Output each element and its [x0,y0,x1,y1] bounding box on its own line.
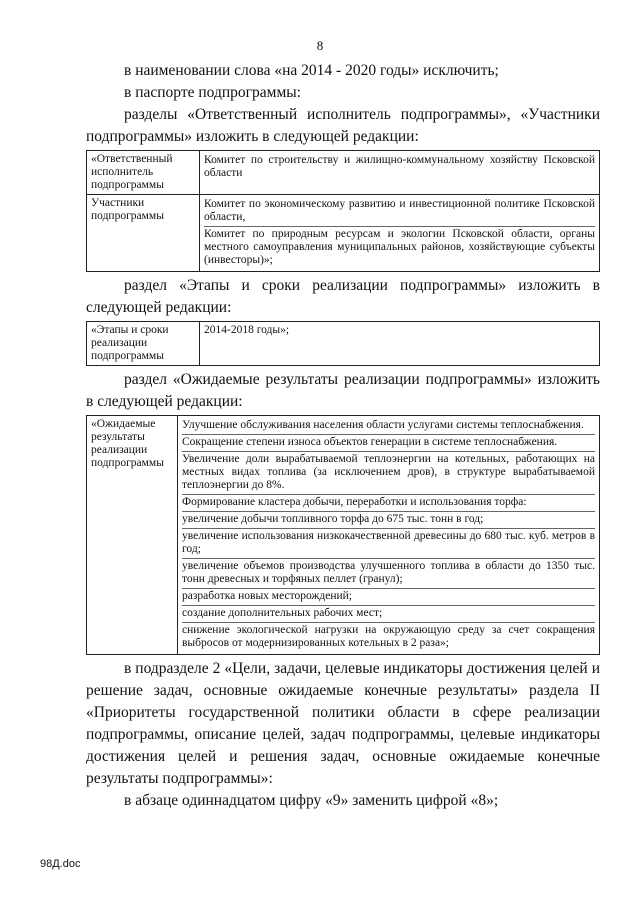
table-cell-item: Увеличение доли вырабатываемой теплоэнергии на котельных, работающих на местных видах топлива (за исключением дров), в структуре вырабатываемой теплоэнергии до 8%. [182,452,595,495]
paragraph: в паспорте подпрограммы: [124,84,301,101]
table-cell-item: Сокращение степени износа объектов генерации в системе теплоснабжения. [182,435,595,452]
table-cell-item: увеличение добычи топливного торфа до 675 тыс. тонн в год; [182,512,595,529]
table-cell-item: создание дополнительных рабочих мест; [182,606,595,623]
footer-filename: 98Д.doc [40,858,81,870]
table-cell-item: снижение экологической нагрузки на окружающую среду за счет сокращения выбросов от модернизированных котельных в 2 раза»; [182,624,595,649]
table-row [87,195,600,272]
table-row [87,322,600,366]
stages-table [86,321,600,366]
table-value-cell [200,151,600,195]
paragraph: в подразделе 2 «Цели, задачи, целевые индикаторы достижения целей и решение задач, основные ожидаемые конечные результаты» раздела II «Приоритеты государственной политики области в сфере реализации подпрограммы, описание целей, задач подпрограммы, целевые индикаторы достижения целей и решения задач, основные ожидаемые конечные результаты подпрограммы»: [86,660,600,787]
paragraph: разделы «Ответственный исполнитель подпрограммы», «Участники подпрограммы» изложить в следующей редакции: [86,106,600,145]
paragraph: раздел «Ожидаемые результаты реализации подпрограммы» изложить в следующей редакции: [86,371,600,410]
table-row [87,416,600,655]
table-label-cell: Участники подпрограммы [87,195,200,272]
table-value-cell [178,416,600,655]
table-cell-item: Формирование кластера добычи, переработки и использования торфа: [182,495,595,512]
table-value-cell [200,195,600,272]
document-body [86,60,600,812]
table-row [87,151,600,195]
table-cell-item: Комитет по экономическому развитию и инвестиционной политике Псковской области, [204,197,595,227]
table-label-cell: «Ожидаемые результаты реализации подпрограммы [87,416,178,655]
paragraph: в наименовании слова «на 2014 - 2020 годы» исключить; [124,62,499,79]
expected-results-table [86,415,600,655]
table-cell-item: увеличение использования низкокачественной древесины до 680 тыс. куб. метров в год; [182,529,595,559]
responsible-participants-table [86,150,600,272]
table-cell-item: Комитет по природным ресурсам и экологии Псковской области, органы местного самоуправления муниципальных районов, хозяйствующие субъекты (инвесторы)»; [204,228,595,266]
table-cell-item: Улучшение обслуживания населения области услугами системы теплоснабжения. [182,418,595,435]
paragraph: в абзаце одиннадцатом цифру «9» заменить цифрой «8»; [124,792,499,809]
table-value-cell: 2014-2018 годы»; [200,322,600,366]
table-label-cell: «Этапы и сроки реализации подпрограммы [87,322,200,366]
paragraph: раздел «Этапы и сроки реализации подпрограммы» изложить в следующей редакции: [86,277,600,316]
table-label-cell: «Ответственный исполнитель подпрограммы [87,151,200,195]
table-cell-item: Комитет по строительству и жилищно-коммунальному хозяйству Псковской области [204,154,595,179]
page-number: 8 [316,38,324,53]
table-cell-item: увеличение объемов производства улучшенного топлива в области до 1350 тыс. тонн древесных и торфяных пеллет (гранул); [182,559,595,589]
table-cell-item: разработка новых месторождений; [182,589,595,606]
